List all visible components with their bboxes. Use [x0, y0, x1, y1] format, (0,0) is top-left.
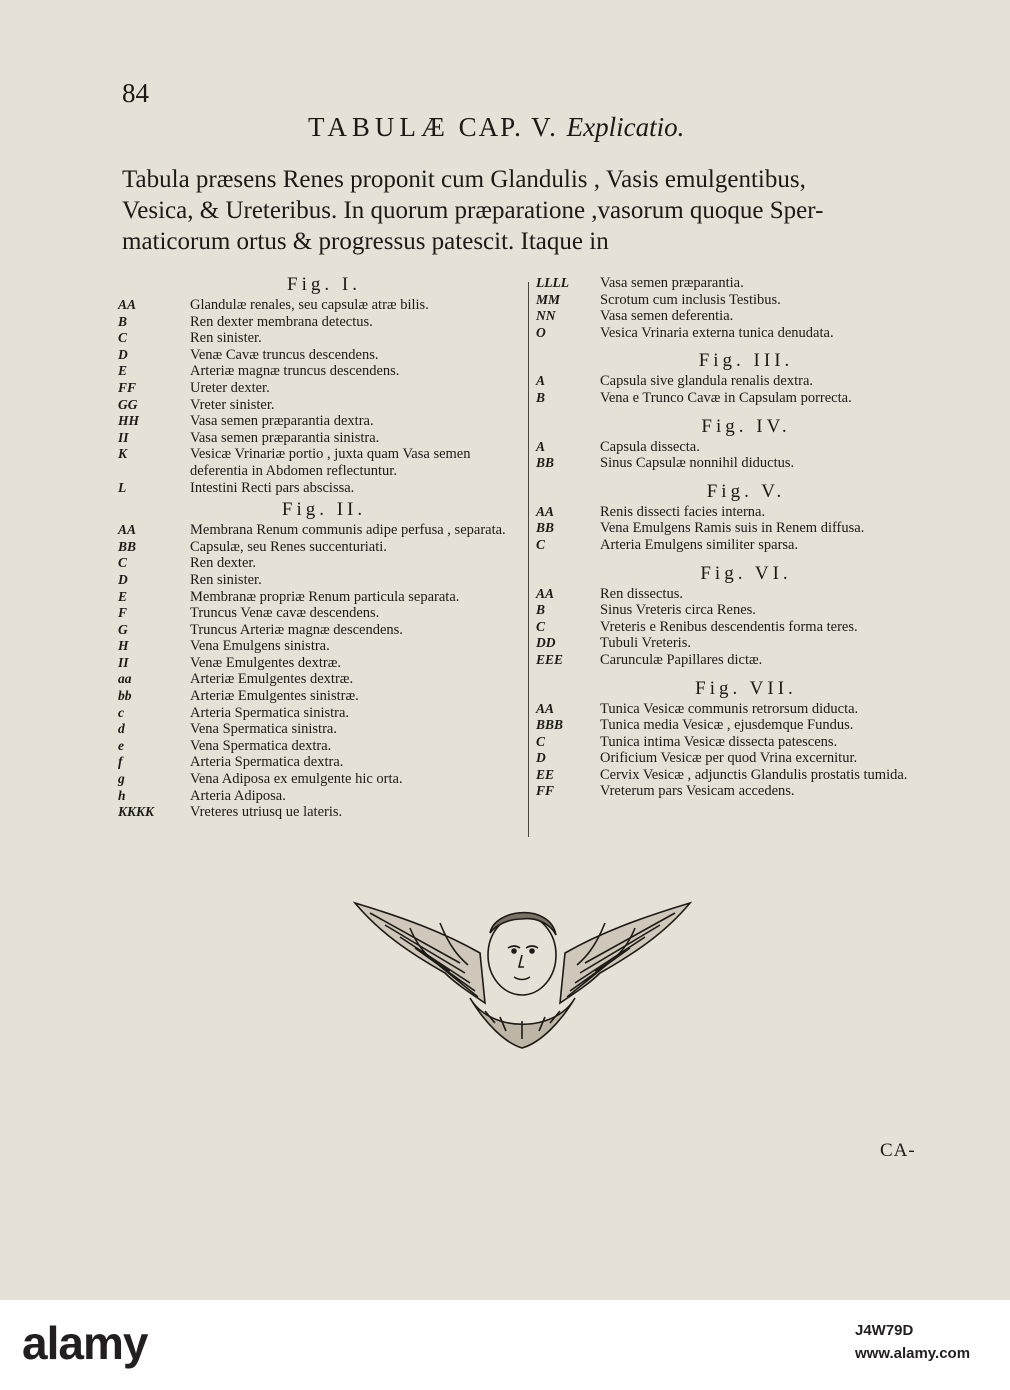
fig5-legend-item: [536, 520, 956, 537]
legend-label: C: [536, 536, 546, 552]
fig1-legend-item: [118, 330, 530, 347]
legend-label: g: [118, 771, 125, 787]
fig-heading: Fig. I.: [287, 274, 361, 295]
fig6-legend-item: [536, 619, 956, 636]
legend-text: Scrotum cum inclusis Testibus.: [600, 291, 781, 308]
fig5-legend-item: [536, 537, 956, 554]
legend-text: Cervix Vesicæ , adjunctis Glandulis prostatis tumida.: [600, 766, 908, 783]
fig1-legend-item: [118, 380, 530, 397]
legend-text: Ureter dexter.: [190, 379, 270, 396]
legend-text: Arteria Spermatica dextra.: [190, 754, 344, 771]
legend-text: Tunica media Vesicæ , ejusdemque Fundus.: [600, 717, 854, 734]
fig2-legend-item: [118, 671, 530, 688]
legend-text: Vena Emulgens sinistra.: [190, 638, 330, 655]
legend-label: II: [118, 654, 129, 670]
fig6-legend-item: [536, 635, 956, 652]
legend-text: Vreteres utriusq ue lateris.: [190, 804, 343, 821]
legend-text: Capsula dissecta.: [600, 438, 700, 455]
legend-label: O: [536, 324, 546, 340]
legend-label: II: [118, 429, 129, 445]
legend-text: Arteria Adiposa.: [190, 787, 286, 804]
legend-label: f: [118, 754, 123, 770]
legend-label: c: [118, 704, 124, 720]
fig1-list: [118, 297, 530, 496]
legend-text: Membrana Renum communis adipe perfusa , separata.: [190, 522, 506, 539]
legend-label: A: [536, 438, 546, 454]
intro-line: Tabula præsens Renes proponit cum Glandulis , Vasis emulgentibus,: [122, 166, 806, 193]
fig4-list: [536, 439, 956, 472]
fig2-cont-legend-item: [536, 308, 956, 325]
fig7-legend-item: [536, 783, 956, 800]
fig2-legend-item: [118, 605, 530, 622]
legend-text: Capsulæ, seu Renes succenturiati.: [190, 538, 387, 555]
fig-heading: Fig. II.: [281, 499, 367, 521]
title-part-chapter: CAP. V.: [458, 112, 558, 142]
fig6-legend-item: [536, 652, 956, 669]
cherub-ornament: [350, 893, 695, 1055]
image-id-label: J4W79D: [855, 1322, 914, 1339]
legend-label: BB: [536, 520, 555, 536]
fig7-legend-item: [536, 701, 956, 718]
fig7-legend-item: [536, 717, 956, 734]
legend-label: bb: [118, 688, 132, 704]
fig1-legend-item: [118, 413, 530, 430]
legend-text: Capsula sive glandula renalis dextra.: [600, 373, 814, 390]
intro-line: maticorum ortus & progressus patescit. Itaque in: [122, 228, 609, 255]
legend-label: e: [118, 737, 124, 753]
legend-text: Vasa semen præparantia.: [600, 275, 744, 291]
legend-text: Intestini Recti pars abscissa.: [190, 479, 355, 496]
legend-text: Vena Spermatica dextra.: [190, 737, 332, 754]
legend-text: Ren sinister.: [190, 330, 262, 347]
fig1-legend-item: [118, 363, 530, 380]
legend-text: Arteriæ Emulgentes dextræ.: [190, 671, 354, 688]
legend-label: GG: [118, 396, 138, 412]
legend-text: Ren sinister.: [190, 571, 262, 588]
legend-text: Vreter sinister.: [190, 396, 275, 413]
right-column: [536, 275, 956, 800]
fig7-legend-item: [536, 750, 956, 767]
fig7-legend-item: [536, 767, 956, 784]
legend-text: Vreteris e Renibus descendentis forma teres.: [600, 618, 858, 635]
legend-label: C: [118, 330, 128, 346]
legend-text: Arteria Emulgens similiter sparsa.: [600, 536, 799, 553]
fig2-legend-item: [118, 522, 530, 539]
legend-text: Sinus Vreteris circa Renes.: [600, 602, 756, 619]
legend-label: C: [118, 555, 128, 571]
legend-label: B: [118, 313, 128, 329]
legend-label: AA: [118, 297, 137, 312]
intro-line: Vesica, & Ureteribus. In quorum præparatione ,vasorum quoque Sper-: [122, 197, 824, 224]
legend-text: Vreterum pars Vesicam accedens.: [600, 783, 795, 800]
fig5-list: [536, 504, 956, 554]
fig2-legend-item: [118, 688, 530, 705]
fig1-legend-item: [118, 480, 530, 497]
title-part-explicatio: Explicatio.: [566, 112, 685, 142]
legend-text: Venæ Cavæ truncus descendens.: [190, 346, 379, 363]
fig6-legend-item: [536, 586, 956, 603]
fig-heading: Fig. VII.: [695, 677, 797, 699]
fig2-legend-item: [118, 804, 530, 821]
fig1-legend-item: [118, 347, 530, 364]
legend-label: E: [118, 363, 128, 379]
legend-text: Ren dexter.: [190, 555, 257, 572]
legend-label: F: [118, 605, 128, 621]
stock-url-label: www.alamy.com: [855, 1345, 971, 1362]
fig2-legend-item: [118, 754, 530, 771]
fig2-legend-item: [118, 771, 530, 788]
fig7-legend-item: [536, 734, 956, 751]
legend-text: Arteriæ Emulgentes sinistræ.: [190, 688, 359, 705]
legend-text: Glandulæ renales, seu capsulæ atræ bilis.: [190, 297, 429, 313]
legend-text: Renis dissecti facies interna.: [600, 503, 766, 520]
fig-heading: Fig. III.: [698, 350, 794, 372]
legend-label: EE: [536, 766, 555, 782]
legend-label: DD: [536, 635, 556, 651]
fig2-legend-item: [118, 622, 530, 639]
legend-text: Truncus Venæ cavæ descendens.: [190, 605, 380, 622]
catchword: CA-: [880, 1140, 916, 1161]
legend-text: Ren dexter membrana detectus.: [190, 313, 373, 330]
legend-text: Vasa semen deferentia.: [600, 308, 734, 325]
fig2-legend-item: [118, 738, 530, 755]
fig5-legend-item: [536, 504, 956, 521]
fig2-legend-item: [118, 539, 530, 556]
legend-label: AA: [118, 522, 137, 538]
legend-text: Membranæ propriæ Renum particula separata.: [190, 588, 460, 605]
fig1-legend-item: [118, 446, 530, 479]
legend-text: Vesica Vrinaria externa tunica denudata.: [600, 324, 834, 341]
fig2-legend-item: [118, 655, 530, 672]
legend-label: D: [536, 750, 546, 766]
legend-text: Vena Emulgens Ramis suis in Renem diffusa.: [600, 520, 865, 537]
legend-text: Tunica Vesicæ communis retrorsum diducta.: [600, 700, 859, 717]
fig1-legend-item: [118, 430, 530, 447]
stock-logo: alamy: [22, 1317, 148, 1369]
legend-label: A: [536, 373, 546, 389]
legend-text: Vasa semen præparantia sinistra.: [190, 429, 380, 446]
legend-text: Ren dissectus.: [600, 585, 683, 602]
legend-text: Arteriæ magnæ truncus descendens.: [190, 363, 400, 380]
fig1-legend-item: [118, 314, 530, 331]
fig2-legend-item: [118, 721, 530, 738]
legend-text: Vena e Trunco Cavæ in Capsulam porrecta.: [600, 389, 852, 406]
legend-label: C: [536, 733, 546, 749]
fig2-cont-legend-item: [536, 292, 956, 309]
legend-label: KKKK: [118, 804, 155, 820]
legend-text: Vasa semen præparantia dextra.: [190, 413, 374, 430]
legend-text: Vesicæ Vrinariæ portio , juxta quam Vasa semen deferentia in Abdomen reflectuntur.: [190, 446, 471, 479]
legend-text: Carunculæ Papillares dictæ.: [600, 651, 763, 668]
fig3-list: [536, 373, 956, 406]
legend-text: Vena Adiposa ex emulgente hic orta.: [190, 771, 403, 788]
legend-label: HH: [118, 413, 140, 429]
left-column: [118, 273, 530, 821]
legend-text: Venæ Emulgentes dextræ.: [190, 654, 342, 671]
legend-label: AA: [536, 700, 555, 716]
page-number: 84: [122, 78, 149, 108]
fig4-legend-item: [536, 439, 956, 456]
legend-text: Sinus Capsulæ nonnihil diductus.: [600, 455, 795, 472]
legend-text: Arteria Spermatica sinistra.: [190, 704, 350, 721]
fig2-legend-item: [118, 638, 530, 655]
legend-label: D: [118, 346, 128, 362]
legend-label: H: [118, 638, 129, 654]
fig2-legend-item: [118, 555, 530, 572]
legend-label: BB: [118, 538, 137, 554]
legend-text: Tunica intima Vesicæ dissecta patescens.: [600, 733, 838, 750]
fig-heading: Fig. VI.: [700, 562, 792, 584]
legend-label: EEE: [536, 651, 564, 667]
legend-label: G: [118, 621, 128, 637]
fig-heading: Fig. V.: [706, 480, 786, 502]
legend-text: Tubuli Vreteris.: [600, 635, 691, 652]
page-title: [308, 112, 684, 143]
fig7-list: [536, 701, 956, 801]
legend-label: BB: [536, 455, 555, 471]
fig2-cont-legend-item: [536, 325, 956, 342]
legend-label: d: [118, 721, 125, 737]
fig2-legend-item: [118, 705, 530, 722]
fig1-legend-item: [118, 397, 530, 414]
legend-label: AA: [536, 503, 555, 519]
legend-label: FF: [118, 379, 137, 395]
fig-heading: Fig. IV.: [701, 415, 791, 437]
legend-label: LLLL: [536, 275, 569, 290]
legend-label: aa: [118, 671, 132, 687]
fig3-legend-item: [536, 390, 956, 407]
fig2-legend-item: [118, 572, 530, 589]
column-divider: [528, 282, 529, 837]
legend-label: h: [118, 787, 126, 803]
legend-label: BBB: [536, 717, 564, 733]
legend-text: Truncus Arteriæ magnæ descendens.: [190, 621, 403, 638]
legend-label: NN: [536, 308, 556, 324]
legend-label: L: [118, 479, 127, 495]
legend-label: K: [118, 446, 128, 462]
fig2-cont-legend-item: [536, 275, 956, 292]
fig6-list: [536, 586, 956, 669]
fig2-legend-item: [118, 589, 530, 606]
fig1-legend-item: [118, 297, 530, 314]
legend-label: C: [536, 618, 546, 634]
legend-label: B: [536, 389, 546, 405]
legend-label: AA: [536, 585, 555, 601]
fig3-legend-item: [536, 373, 956, 390]
fig2-list: [118, 522, 530, 821]
fig4-legend-item: [536, 455, 956, 472]
fig2-legend-item: [118, 788, 530, 805]
legend-label: B: [536, 602, 546, 618]
fig6-legend-item: [536, 602, 956, 619]
legend-text: Orificium Vesicæ per quod Vrina excernitur.: [600, 750, 858, 767]
legend-label: MM: [536, 291, 561, 307]
legend-label: D: [118, 571, 128, 587]
legend-label: FF: [536, 783, 555, 799]
title-part-tabulae: TABULÆ: [308, 112, 450, 142]
fig2-continued-list: [536, 275, 956, 341]
legend-text: Vena Spermatica sinistra.: [190, 721, 337, 738]
legend-label: E: [118, 588, 128, 604]
intro-paragraph: [122, 164, 952, 257]
